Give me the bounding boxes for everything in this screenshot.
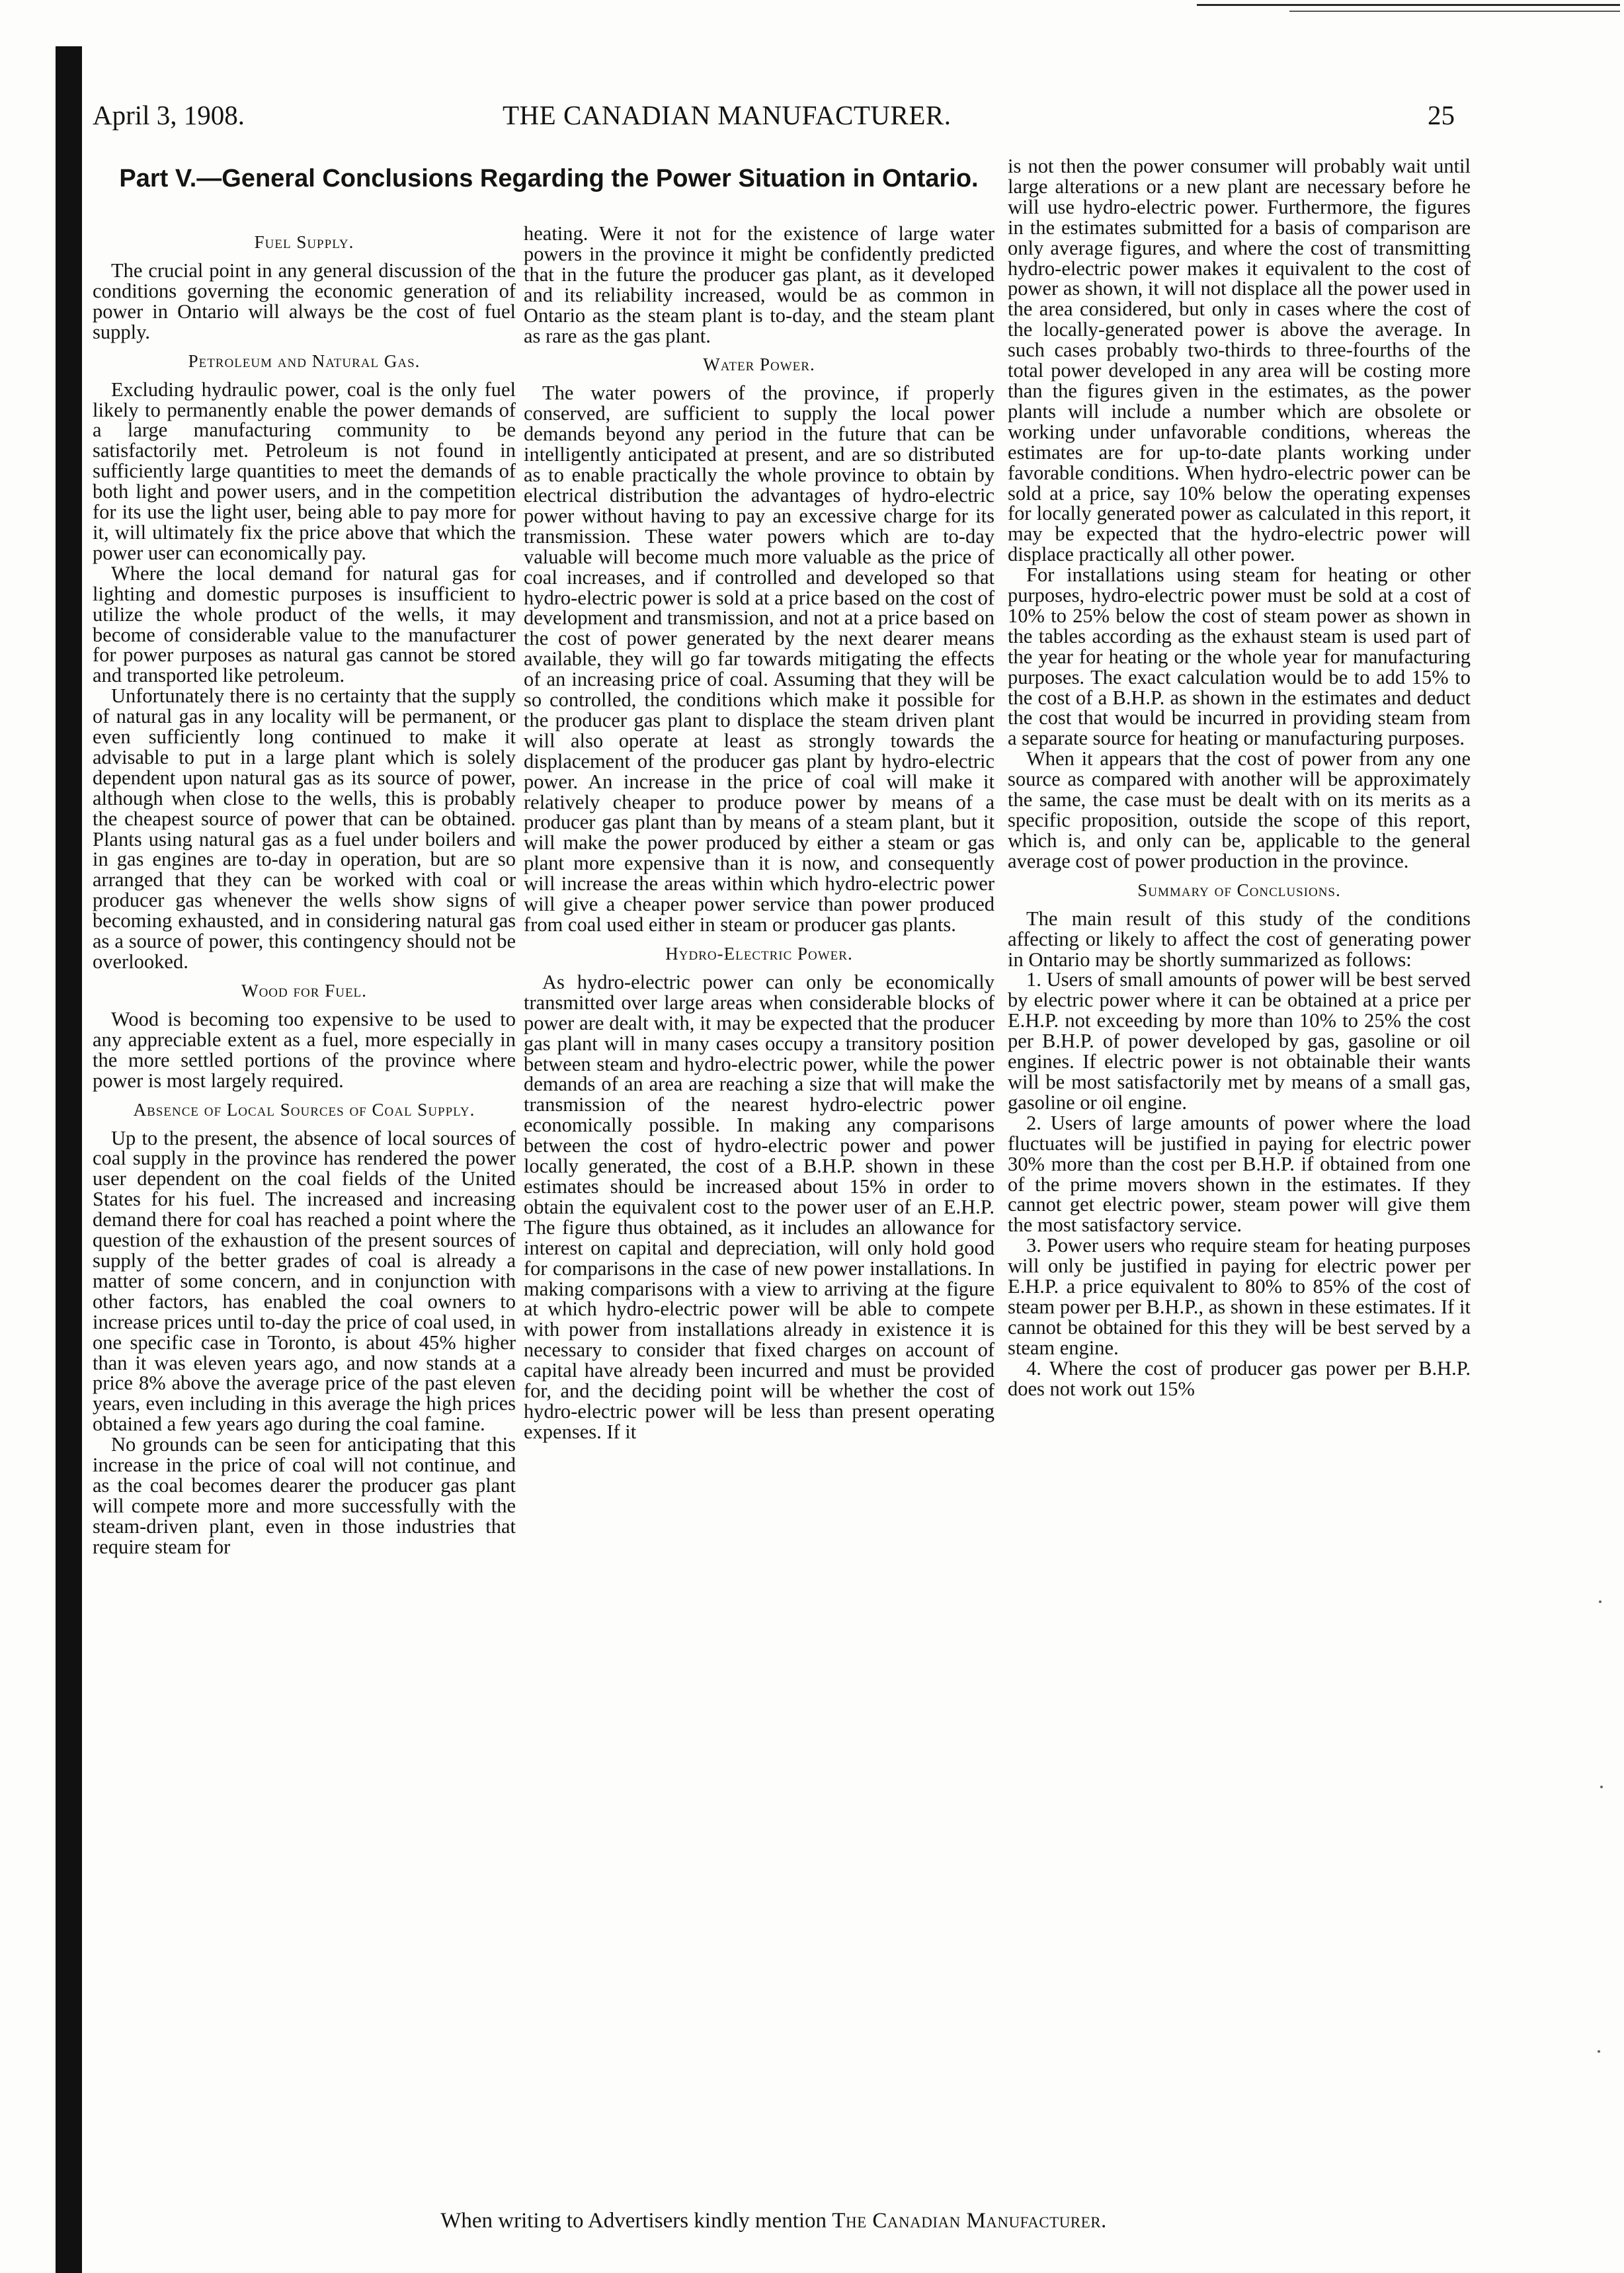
top-rule-secondary [1289, 11, 1620, 12]
issue-date: April 3, 1908. [93, 100, 245, 130]
paragraph: When it appears that the cost of power from any one source as compared with another will be approximately the same, the case must be dealt with on its merits as a specific proposition, outside the scope of this report, which is, and only can be, applicable to the general average cost of power production in the province. [1008, 747, 1471, 872]
paragraph: Excluding hydraulic power, coal is the only fuel likely to permanently enable the power demands of a large manufacturing community to be satisfactorily met. Petroleum is not found in sufficiently large quantities to meet the demands of both light and power users, and in the competition for its use the light user, being able to pay more for it, will ultimately fix the price above that which the power user can economically pay. [93, 378, 516, 564]
conclusion-item: 3. Power users who require steam for heating purposes will only be justified in paying for electric power per E.H.P. a price equivalent to 80% to 85% of the cost of steam power per B.H.P., as shown in these estimates. If it cannot be obtained for this they will be best served by a steam engine. [1008, 1234, 1471, 1359]
conclusion-item: 1. Users of small amounts of power will be best served by electric power where it can be obtained at a price per E.H.P. not exceeding by more than 10% to 25% the cost per B.H.P. of power developed by gas, gasoline or oil engines. If electric power is not obtainable their wants will be most satisfactorily met by means of a small gas, gasoline or oil engine. [1008, 968, 1471, 1114]
paragraph: Up to the present, the absence of local sources of coal supply in the province has rendered the power user dependent on the coal fields of the United States for his fuel. The increased and increasing demand there for coal has reached a point where the question of the exhaustion of the present sources of supply of the better grades of coal is already a matter of some concern, and in conjunction with other factors, has enabled the coal owners to increase prices until to-day the price of coal used, in one specific case in Toronto, is about 45% higher than it was eleven years ago, and now stands at a price 8% above the average price of the past eleven years, even including in this average the high prices obtained a few years ago during the coal famine. [93, 1126, 516, 1436]
conclusion-item: 2. Users of large amounts of power where the load fluctuates will be justified in paying for electric power 30% more than the cost per B.H.P. if obtained from one of the prime movers shown in the estimates. If they cannot get electric power, steam power will give them the most satisfactory service. [1008, 1111, 1471, 1237]
section-heading-fuel-supply: Fuel Supply. [254, 232, 354, 252]
part-title: Part V.—General Conclusions Regarding the Power Situation in Ontario. [119, 165, 979, 192]
top-rule [1197, 4, 1620, 6]
paragraph: Unfortunately there is no certainty that the supply of natural gas in any locality will be permanent, or even sufficiently long continued to make it advisable to put in a large plant which is solely dependent upon natural gas as its source of power, although when close to the wells, this is probably the cheapest source of power that can be obtained. Plants using natural gas as a fuel under boilers and in gas engines are to-day in operation, but are so arranged that they can be worked with coal or producer gas whenever the wells show signs of becoming exhausted, and in considering natural gas as a source of power, this contingency should not be overlooked. [93, 684, 516, 973]
paragraph: No grounds can be seen for anticipating that this increase in the price of coal will not continue, and as the coal becomes dearer the producer gas plant will compete more and more successfully with the steam-driven plant, even in those industries that require steam for [93, 1433, 516, 1558]
section-heading-wood: Wood for Fuel. [241, 980, 367, 1001]
paragraph: For installations using steam for heating or other purposes, hydro-electric power must be sold at a cost of 10% to 25% below the cost of steam power as shown in the tables according as the exhaust steam is used part of the year for heating or the whole year for manufacturing purposes. The exact calculation would be to add 15% to the cost of a B.H.P. as shown in the estimates and deduct the cost that would be incurred in providing steam from a separate source for heating or manufacturing purposes. [1008, 563, 1471, 750]
print-speck [1598, 2050, 1600, 2053]
print-speck [1600, 1786, 1603, 1788]
paragraph: The crucial point in any general discussion of the conditions governing the economic generation of power in Ontario will always be the cost of fuel supply. [93, 259, 516, 343]
paragraph: Where the local demand for natural gas for lighting and domestic purposes is insufficient to utilize the whole product of the wells, it may become of considerable value to the manufacturer for power purposes as natural gas cannot be stored and transported like petroleum. [93, 561, 516, 687]
section-heading-water-power: Water Power. [703, 354, 815, 375]
binding-edge [56, 46, 82, 2273]
paragraph: As hydro-electric power can only be economically transmitted over large areas when considerable blocks of power are dealt with, it may be expected that the producer gas plant will in many cases occupy a transitory position between steam and hydro-electric power, while the power demands of an area are reaching a size that will make the transmission of the nearest hydro-electric power economically possible. In making any comparisons between the cost of hydro-electric power and power locally generated, the cost of a B.H.P. shown in these estimates should be increased about 15% in order to obtain the equivalent cost to the power user of an E.H.P. The figure thus obtained, as it includes an allowance for interest on capital and depreciation, will only hold good for comparisons in the case of new power installations. In making comparisons with a view to arriving at the figure at which hydro-electric power will be able to compete with power from installations already in existence it is necessary to consider that fixed charges on account of capital have already been incurred and must be provided for, and the deciding point will be whether the cost of hydro-electric power will be less than present operating expenses. If it [524, 970, 995, 1443]
paragraph: The water powers of the province, if properly conserved, are sufficient to supply the local power demands beyond any period in the future that can be intelligently anticipated at present, and are so distributed as to enable practically the whole province to obtain by electrical distribution the advantages of hydro-electric power without having to pay an excessive charge for its transmission. These water powers which are to-day valuable will become much more valuable as the price of coal increases, and if controlled and developed so that hydro-electric power is sold at a price based on the cost of development and transmission, and not at a price based on the cost of power generated by the next dearer means available, they will go far towards mitigating the effects of an increasing price of coal. Assuming that they will be so controlled, the conditions which make it possible for the producer gas plant to displace the steam driven plant will also operate at least as strongly towards the displacement of the producer gas plant by hydro-electric power. An increase in the price of coal will make it relatively cheaper to produce power by means of a producer gas plant than by means of a steam plant, but it will make the power produced by either a steam or gas plant more expensive than it is now, and consequently will increase the areas within which hydro-electric power will give a cheaper power service than power produced from coal used either in steam or producer gas plants. [524, 382, 995, 936]
footer-publication: The Canadian Manufacturer. [832, 2209, 1107, 2233]
paragraph-continued: heating. Were it not for the existence of large water powers in the province it might be confidently predicted that in the future the producer gas plant, as it developed and its reliability increased, would be as common in Ontario as the steam plant is to-day, and the steam plant as rare as the gas plant. [524, 222, 995, 347]
page-number: 25 [1428, 100, 1455, 130]
running-header [93, 99, 1455, 139]
print-speck [1599, 1600, 1602, 1603]
column-3 [1008, 156, 1471, 2201]
footer-notice [93, 2209, 1455, 2233]
section-heading-petroleum: Petroleum and Natural Gas. [188, 351, 421, 371]
section-heading-coal-supply: Absence of Local Sources of Coal Supply. [133, 1099, 475, 1120]
paragraph-continued: is not then the power consumer will probably wait until large alterations or a new plant are necessary before he will use hydro-electric power. Furthermore, the figures in the estimates submitted for a basis of comparison are only average figures, and where the cost of transmitting hydro-electric power makes it equivalent to the cost of power as shown, it will not displace all the power used in the area considered, but only in cases where the cost of the locally-generated power is above the average. In such cases probably two-thirds to three-fourths of the total power developed in any area will be costing more than the figures given in the estimates, as the power plants will include a number which are obsolete or working under unfavorable conditions, whereas the estimates are for up-to-date plants working under favorable conditions. When hydro-electric power can be sold at a price, say 10% below the operating expenses for locally generated power as calculated in this report, it may be expected that the hydro-electric power will displace practically all other power. [1008, 155, 1471, 566]
section-heading-summary: Summary of Conclusions. [1137, 880, 1341, 900]
section-heading-hydro-electric: Hydro-Electric Power. [665, 943, 853, 964]
footer-lead: When writing to Advertisers kindly mention [440, 2209, 832, 2233]
paragraph: The main result of this study of the conditions affecting or likely to affect the cost of generating power in Ontario may be shortly summarized as follows: [1008, 907, 1471, 971]
paragraph: Wood is becoming too expensive to be used to any appreciable extent as a fuel, more especially in the more settled portions of the province where power is most largely required. [93, 1007, 516, 1092]
column-1 [93, 224, 516, 2201]
conclusion-item: 4. Where the cost of producer gas power per B.H.P. does not work out 15% [1008, 1356, 1471, 1400]
column-2 [524, 224, 995, 2201]
journal-title: THE CANADIAN MANUFACTURER. [503, 100, 952, 130]
